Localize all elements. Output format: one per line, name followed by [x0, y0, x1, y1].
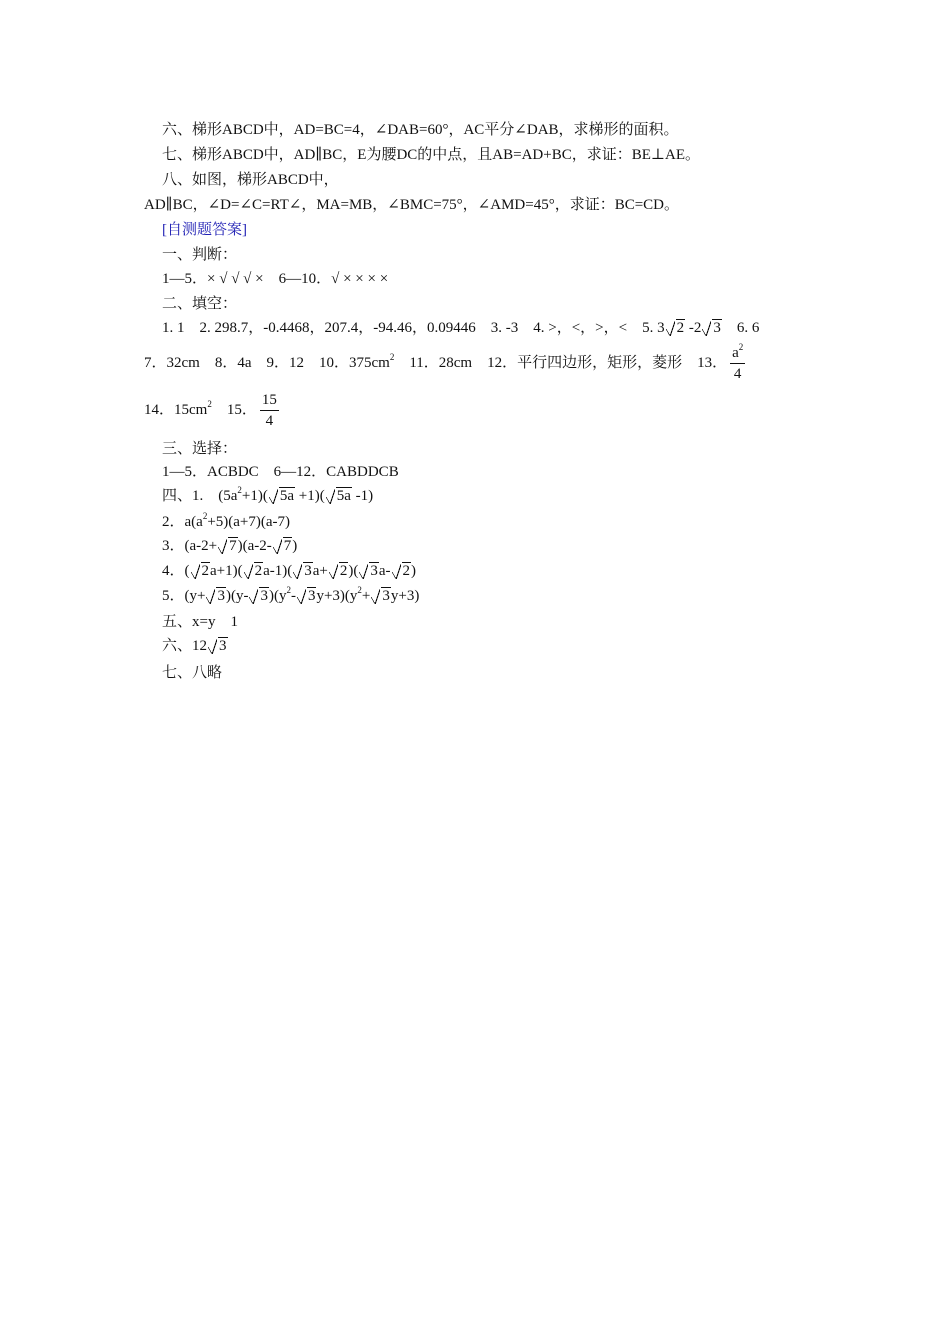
- section-1-title: 一、判断：: [162, 247, 238, 263]
- superscript: 2: [202, 511, 208, 521]
- fraction-a2-over-4: [730, 343, 745, 384]
- radicand: 2: [201, 563, 209, 579]
- text: 1. 1 2. 298.7，-0.4468，207.4，-94.46，0.09446 3. -3 4. >，<，>，< 5. 3: [162, 320, 665, 336]
- section-2-line-1: [162, 318, 759, 338]
- sqrt-sign: [273, 536, 293, 556]
- sqrt-sign: [293, 561, 313, 581]
- sqrt-sign: [269, 486, 295, 506]
- text: a+1)(: [210, 563, 243, 579]
- radicand: 3: [713, 320, 721, 336]
- superscript: 2: [207, 399, 212, 409]
- radicand: 3: [307, 588, 316, 604]
- section-6-answer: [162, 636, 228, 656]
- radicand: 5a: [279, 488, 295, 504]
- section-4-item-2: [162, 512, 290, 532]
- text: +: [361, 588, 371, 604]
- section-5-answer: 五、x=y 1: [162, 614, 238, 630]
- radicand: 2: [676, 320, 685, 336]
- sqrt-sign: [666, 318, 686, 338]
- sqrt-sign: [702, 318, 722, 338]
- problem-6: 六、梯形ABCD中，AD=BC=4，∠DAB=60°，AC平分∠DAB，求梯形的面积。: [162, 122, 679, 138]
- radicand: 3: [219, 638, 227, 654]
- sqrt-sign: [208, 636, 228, 656]
- section-7-8-answer: 七、八略: [162, 665, 223, 681]
- superscript: 2: [357, 585, 362, 595]
- numerator: [730, 343, 745, 364]
- sqrt-sign: [244, 561, 264, 581]
- superscript: 2: [738, 342, 744, 353]
- radicand: 3: [217, 588, 225, 604]
- text: )(y-: [225, 588, 249, 604]
- text: 3．(a-2+: [162, 538, 218, 554]
- sqrt-sign: [329, 561, 349, 581]
- superscript: 2: [237, 485, 242, 495]
- text: 六、12: [162, 638, 208, 654]
- text: y+3)(y: [316, 588, 358, 604]
- text: 7．32cm 8．4a 9．12 10．375cm: [144, 355, 390, 371]
- text: +5)(a+7)(a-7): [207, 514, 291, 530]
- text: 11．28cm 12．平行四边形，矩形，菱形 13．: [394, 355, 728, 371]
- radicand: 7: [283, 538, 292, 554]
- text: +1)(: [241, 488, 268, 504]
- radicand: 3: [304, 563, 312, 579]
- problem-8-line2: AD∥BC，∠D=∠C=RT∠，MA=MB，∠BMC=75°，∠AMD=45°，求证：BC=CD。: [144, 197, 680, 213]
- sqrt-sign: [191, 561, 211, 581]
- sqrt-sign: [359, 561, 379, 581]
- section-1-answers: 1—5．× √ √ √ × 6—10．√ × × × ×: [162, 271, 389, 287]
- text: +1)(: [295, 488, 325, 504]
- section-2-title: 二、填空：: [162, 296, 238, 312]
- sqrt-sign: [371, 586, 391, 606]
- sqrt-sign: [218, 536, 238, 556]
- text: 14．15cm: [144, 402, 208, 418]
- text: 6. 6: [721, 320, 760, 336]
- radicand: 2: [339, 563, 348, 579]
- answers-heading: [自测题答案]: [162, 222, 247, 238]
- num-text: a: [732, 345, 739, 362]
- sqrt-sign: [326, 486, 352, 506]
- superscript: 2: [389, 352, 395, 362]
- text: -: [290, 588, 296, 604]
- text: 2．a(a: [162, 514, 203, 530]
- text: a-: [378, 563, 391, 579]
- radicand: 7: [229, 538, 237, 554]
- text: y+3): [390, 588, 420, 604]
- radicand: 3: [260, 588, 268, 604]
- fraction-15-over-4: [260, 390, 279, 431]
- section-4-item-1: [162, 486, 373, 506]
- sqrt-sign: [297, 586, 317, 606]
- section-4-item-4: [162, 561, 416, 581]
- sqrt-sign: [249, 586, 269, 606]
- text: a-1)(: [263, 563, 293, 579]
- radicand: 5a: [336, 488, 351, 504]
- section-2-line-2: [144, 341, 748, 385]
- sqrt-sign: [392, 561, 412, 581]
- superscript: 2: [286, 585, 291, 595]
- radicand: 2: [254, 563, 263, 579]
- section-4-item-5: [162, 586, 419, 606]
- denominator: 4: [265, 413, 274, 430]
- text: 4．(: [162, 563, 190, 579]
- radicand: 2: [402, 563, 411, 579]
- problem-8-line1: 八、如图，梯形ABCD中，: [162, 172, 339, 188]
- text: ): [411, 563, 417, 579]
- text: 四、1. (5a: [162, 488, 238, 504]
- radicand: 3: [370, 563, 378, 579]
- text: 5．(y+: [162, 588, 206, 604]
- section-3-answers: 1—5．ACBDC 6—12．CABDDCB: [162, 464, 399, 480]
- text: )(: [348, 563, 359, 579]
- text: 15．: [211, 402, 257, 418]
- text: )(y: [268, 588, 287, 604]
- radicand: 3: [382, 588, 390, 604]
- section-3-title: 三、选择：: [162, 441, 238, 457]
- numerator: 15: [260, 390, 279, 411]
- text: ): [292, 538, 298, 554]
- denominator: 4: [733, 366, 742, 383]
- sqrt-sign: [206, 586, 226, 606]
- text: -2: [685, 320, 702, 336]
- problem-7: 七、梯形ABCD中，AD∥BC，E为腰DC的中点，且AB=AD+BC，求证：BE⊥AE。: [162, 147, 700, 163]
- text: -1): [351, 488, 374, 504]
- text: a+: [312, 563, 328, 579]
- text: )(a-2-: [237, 538, 272, 554]
- section-2-line-3: [144, 388, 282, 432]
- section-4-item-3: [162, 536, 297, 556]
